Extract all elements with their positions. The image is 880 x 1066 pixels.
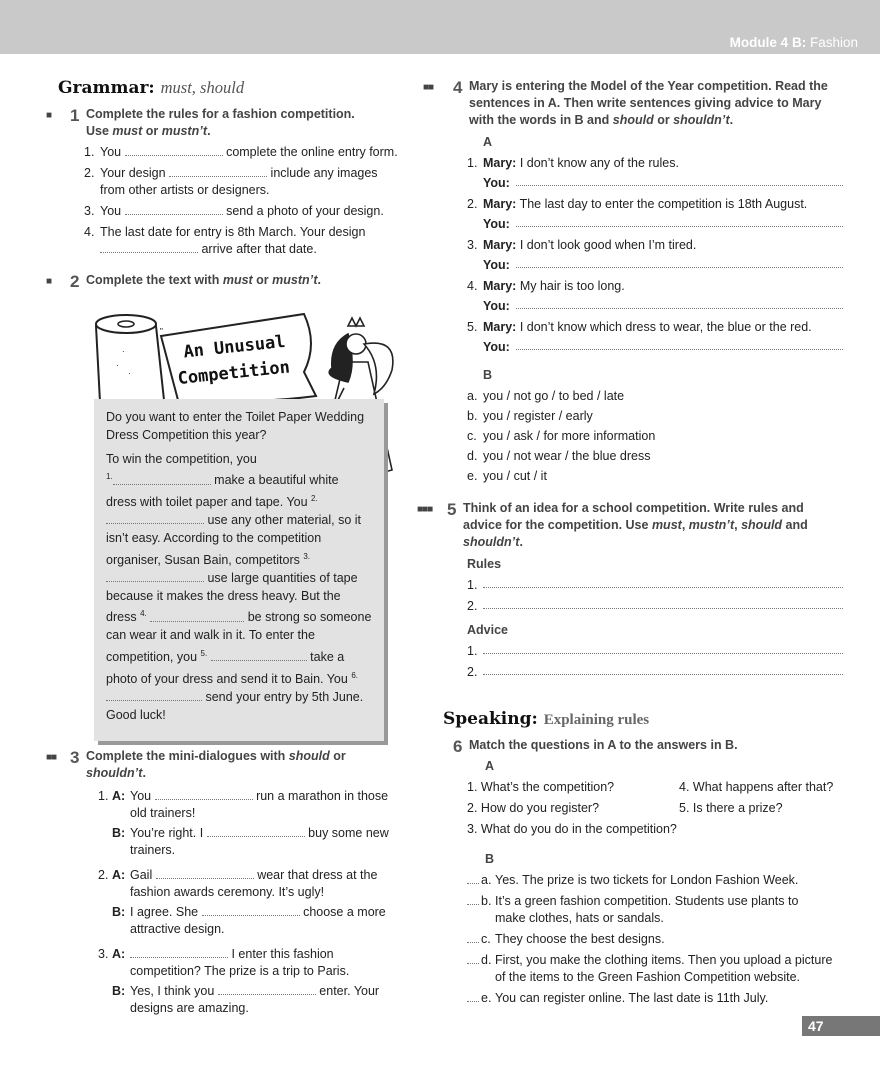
story-text-box: Do you want to enter the Toilet Paper Wedding Dress Competition this year? To win the competition, you $^{1.}$ make a beautiful white dress with toilet paper and tape. You $^{2.}$ use any other material, so it isn’t easy. According to the competition organiser, Susan Bain, competitors $^{3.}$ use large quantities of tape because it makes the dress heavy. But the dress $^{4.}$ be strong so someone can wear it and walk in it. To enter the competition, you $^{5.}$ take a photo of your dress and send it to Bain. You $^{6.}$ send your entry by 5th June. Good luck! [94,399,384,741]
exercise-4-label-a: A [483,135,493,149]
answer-blank[interactable] [125,144,223,156]
advice-line-1: 1. [467,641,843,662]
list-item: 5. Mary: I don’t know which dress to wear, the blue or the red. [467,320,812,334]
list-item: 3. What do you do in the competition? [467,822,677,836]
module-label: Module 4 B: Fashion [729,35,858,50]
answer-blank[interactable] [106,570,204,582]
list-item: 1. What’s the competition? [467,780,615,794]
answer-blank[interactable] [483,662,843,675]
answer-blank[interactable] [156,867,254,879]
answer-blank[interactable] [113,473,211,485]
answer-blank[interactable] [467,893,479,905]
list-item: d. you / not wear / the blue dress [467,449,651,463]
answer-blank[interactable] [211,649,307,661]
rule-line-1: 1. [467,575,843,596]
dialogue-1: 1. A: You run a marathon in those old trainers! B: You’re right. I buy some new trainers. [98,789,389,857]
exercise-4-b-items [423,386,843,486]
exercise-5-header: ■■■ 5 Think of an idea for a school competition. Write rules and advice for the competition. Use must, mustn’t, should and shouldn’t. [417,500,808,549]
exercise-6-header: 6 Match the questions in A to the answers in B. [453,737,738,756]
exercise-1-instruction: Complete the rules for a fashion competition. Use must or mustn’t. [86,107,355,138]
answer-blank[interactable] [202,904,300,916]
answer-row: You: [483,214,843,235]
exercise-3-dialogues [98,788,406,1017]
exercise-4-header: ■■ 4 Mary is entering the Model of the Year competition. Read the sentences in A. Then write sentences giving advice to Mary with the words in B and should or shouldn’t. [423,78,828,127]
answer-blank[interactable] [106,689,202,701]
list-item: 1. Mary: I don’t know any of the rules. [467,156,679,170]
answer-blank[interactable] [100,241,198,253]
answer-blank[interactable] [516,296,843,309]
answer-row: You: [483,255,843,276]
dialogue-3: 3. A: I enter this fashion competition? The prize is a trip to Paris. B: Yes, I think you enter. Your designs are amazing. [98,947,380,1015]
answer-blank[interactable] [125,203,223,215]
page-number: 47 [802,1016,880,1036]
story-title-line-2: Competition [176,357,291,390]
answer-blank[interactable] [483,641,843,654]
answer-blank[interactable] [516,255,843,268]
list-item: e. You can register online. The last date is 11th July. [467,990,843,1007]
answer-blank[interactable] [130,946,228,958]
exercise-6-label-b: B [485,852,495,866]
list-item: 1. You complete the online entry form. [84,145,398,159]
exercise-1-header: ■ 1 Complete the rules for a fashion competition. Use must or mustn’t. [46,106,406,140]
answer-blank[interactable] [467,931,479,943]
list-item: 3. Mary: I don’t look good when I’m tired. [467,238,697,252]
list-item: 2. Your design include any images from other artists or designers. [84,166,378,197]
list-item: c. you / ask / for more information [467,429,656,443]
exercise-4-label-b: B [483,368,493,382]
svg-text:·: · [116,361,119,370]
advice-label: Advice [467,623,508,637]
exercise-4-a-items [423,153,843,358]
list-item: b. you / register / early [467,409,593,423]
answer-blank[interactable] [516,337,843,350]
story-title-line-1: An Unusual [182,331,287,363]
svg-text:·: · [128,369,131,378]
rule-line-2: 2. [467,596,843,617]
list-item: e. you / cut / it [467,469,547,483]
exercise-3-header: ■■ 3 Complete the mini-dialogues with should or shouldn’t. [46,748,346,780]
answer-blank[interactable] [207,825,305,837]
list-item: 2. How do you register? [467,801,600,815]
list-item: a. you / not go / to bed / late [467,389,625,403]
list-item: 3. You send a photo of your design. [84,204,384,218]
answer-blank[interactable] [467,990,479,1002]
rules-label: Rules [467,557,502,571]
answer-blank[interactable] [169,165,267,177]
svg-text:": " [160,327,163,336]
list-item: d. First, you make the clothing items. Then you upload a picture of the items to the Green Fashion Competition website. [467,952,843,986]
svg-text:·: · [122,347,125,356]
answer-blank[interactable] [218,983,316,995]
speaking-heading: Speaking: Explaining rules [443,709,650,729]
exercise-6-label-a: A [485,759,495,773]
story-block [86,304,406,724]
right-column [417,78,843,1011]
list-item: a. Yes. The prize is two tickets for London Fashion Week. [467,872,843,889]
exercise-6-questions [467,779,843,838]
answer-blank[interactable] [155,788,253,800]
answer-blank[interactable] [467,952,479,964]
answer-blank[interactable] [467,872,479,884]
exercise-1-items [84,144,406,258]
answer-blank[interactable] [483,596,843,609]
list-item: c. They choose the best designs. [467,931,843,948]
list-item: b. It’s a green fashion competition. Students use plants to make clothes, hats or sandals. [467,893,843,927]
answer-row: You: [483,173,843,194]
dialogue-2: 2. A: Gail wear that dress at the fashion awards ceremony. It’s ugly! B: I agree. She choose a more attractive design. [98,868,386,936]
list-item: 2. Mary: The last day to enter the competition is 18th August. [467,197,808,211]
advice-line-2: 2. [467,662,843,683]
exercise-6-answers [423,872,843,1007]
answer-blank[interactable] [516,173,843,186]
answer-row: You: [483,337,843,358]
list-item: 4. The last date for entry is 8th March. Your design arrive after that date. [84,225,366,256]
answer-blank[interactable] [516,214,843,227]
left-column [46,78,406,1025]
answer-blank[interactable] [150,610,244,622]
grammar-heading: Grammar: must, should [58,78,245,98]
list-item: 4. What happens after that? [679,780,834,794]
answer-blank[interactable] [106,512,204,524]
list-item: 5. Is there a prize? [679,801,783,815]
exercise-2-header: ■ 2 Complete the text with must or mustn’t. [46,272,322,291]
list-item: 4. Mary: My hair is too long. [467,279,625,293]
answer-row: You: [483,296,843,317]
answer-blank[interactable] [483,575,843,588]
